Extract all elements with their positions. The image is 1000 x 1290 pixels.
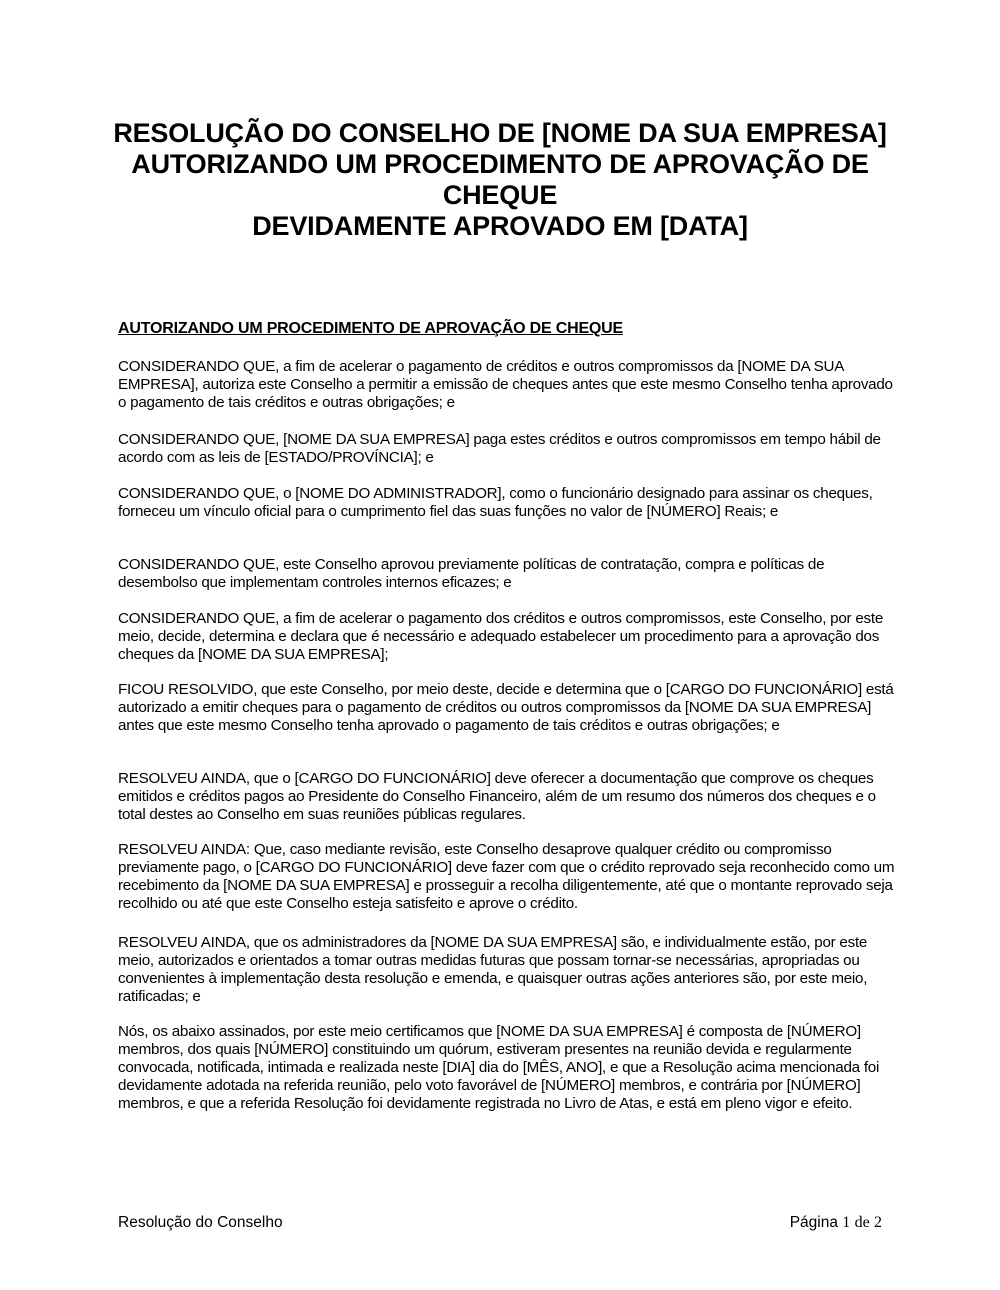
- paragraph-whereas-5: CONSIDERANDO QUE, a fim de acelerar o pagamento dos créditos e outros compromissos, este Conselho, por este meio, decide, determina e declara que é necessário e adequado estabelecer um procedimento para a aprovação dos cheques da [NOME DA SUA EMPRESA];: [118, 610, 884, 663]
- paragraph-whereas-2: CONSIDERANDO QUE, [NOME DA SUA EMPRESA] paga estes créditos e outros compromissos em tempo hábil de acordo com as leis de [ESTADO/PROVÍNCIA]; e: [118, 431, 881, 466]
- paragraph-certification: Nós, os abaixo assinados, por este meio certificamos que [NOME DA SUA EMPRESA] é composta de [NÚMERO] membros, dos quais [NÚMERO] constituindo um quórum, estiveram presentes na reunião devida e regularmente convocada, notificada, intimada e realizada neste [DIA] dia do [MÊS, ANO], e que a Resolução acima mencionada foi devidamente adotada na referida reunião, pelo voto favorável de [NÚMERO] membros, e contrária por [NÚMERO] membros, e que a referida Resolução foi devidamente registrada no Livro de Atas, e está em pleno vigor e efeito.: [118, 1023, 880, 1112]
- title-line: AUTORIZANDO UM PROCEDIMENTO DE APROVAÇÃO DE: [131, 149, 869, 179]
- title-line: RESOLUÇÃO DO CONSELHO DE [NOME DA SUA EMPRESA]: [113, 118, 887, 148]
- footer-page-number: [790, 1214, 882, 1232]
- of-label: de: [854, 1214, 870, 1231]
- paragraph-resolved-4: RESOLVEU AINDA, que os administradores da [NOME DA SUA EMPRESA] são, e individualmente estão, por este meio, autorizados e orientados a tomar outras medidas futuras que possam tornar-se necessárias, apropriadas ou convenientes à implementação desta resolução e emenda, e quaisquer outras ações anteriores são, por este meio, ratificadas; e: [118, 934, 868, 1005]
- page-label: Página: [789, 1214, 838, 1231]
- title-line: DEVIDAMENTE APROVADO EM [DATA]: [252, 211, 748, 241]
- current-page: 1: [842, 1214, 851, 1231]
- footer-document-name: Resolução do Conselho: [118, 1214, 283, 1231]
- total-pages: 2: [874, 1214, 882, 1231]
- paragraph-whereas-1: CONSIDERANDO QUE, a fim de acelerar o pagamento de créditos e outros compromissos da [NOME DA SUA EMPRESA], autoriza este Conselho a permitir a emissão de cheques antes que este mesmo Conselho tenha aprovado o pagamento de tais créditos e outras obrigações; e: [118, 358, 893, 411]
- paragraph-resolved-1: FICOU RESOLVIDO, que este Conselho, por meio deste, decide e determina que o [CARGO DO FUNCIONÁRIO] está autorizado a emitir cheques para o pagamento de créditos ou outros compromissos da [NOME DA SUA EMPRESA] antes que este mesmo Conselho tenha aprovado o pagamento de tais créditos e outras obrigações; e: [118, 681, 894, 734]
- section-heading: AUTORIZANDO UM PROCEDIMENTO DE APROVAÇÃO DE CHEQUE: [118, 320, 623, 337]
- paragraph-whereas-3: CONSIDERANDO QUE, o [NOME DO ADMINISTRADOR], como o funcionário designado para assinar os cheques, forneceu um vínculo oficial para o cumprimento fiel das suas funções no valor de [NÚMERO] Reais; e: [118, 485, 873, 520]
- paragraph-resolved-2: RESOLVEU AINDA, que o [CARGO DO FUNCIONÁRIO] deve oferecer a documentação que comprove os cheques emitidos e créditos pagos ao Presidente do Conselho Financeiro, além de um resumo dos números dos cheques e o total destes ao Conselho em suas reuniões públicas regulares.: [118, 770, 876, 823]
- paragraph-whereas-4: CONSIDERANDO QUE, este Conselho aprovou previamente políticas de contratação, compra e políticas de desembolso que implementam controles internos eficazes; e: [118, 556, 825, 591]
- document-title: [100, 118, 900, 242]
- title-line: CHEQUE: [442, 180, 558, 210]
- paragraph-resolved-3: RESOLVEU AINDA: Que, caso mediante revisão, este Conselho desaprove qualquer crédito ou compromisso previamente pago, o [CARGO DO FUNCIONÁRIO] deve fazer com que o crédito reprovado seja reconhecido como um recebimento da [NOME DA SUA EMPRESA] e prosseguir a recolha diligentemente, até que o montante reprovado seja recolhido ou até que este Conselho esteja satisfeito e aprove o crédito.: [118, 841, 895, 912]
